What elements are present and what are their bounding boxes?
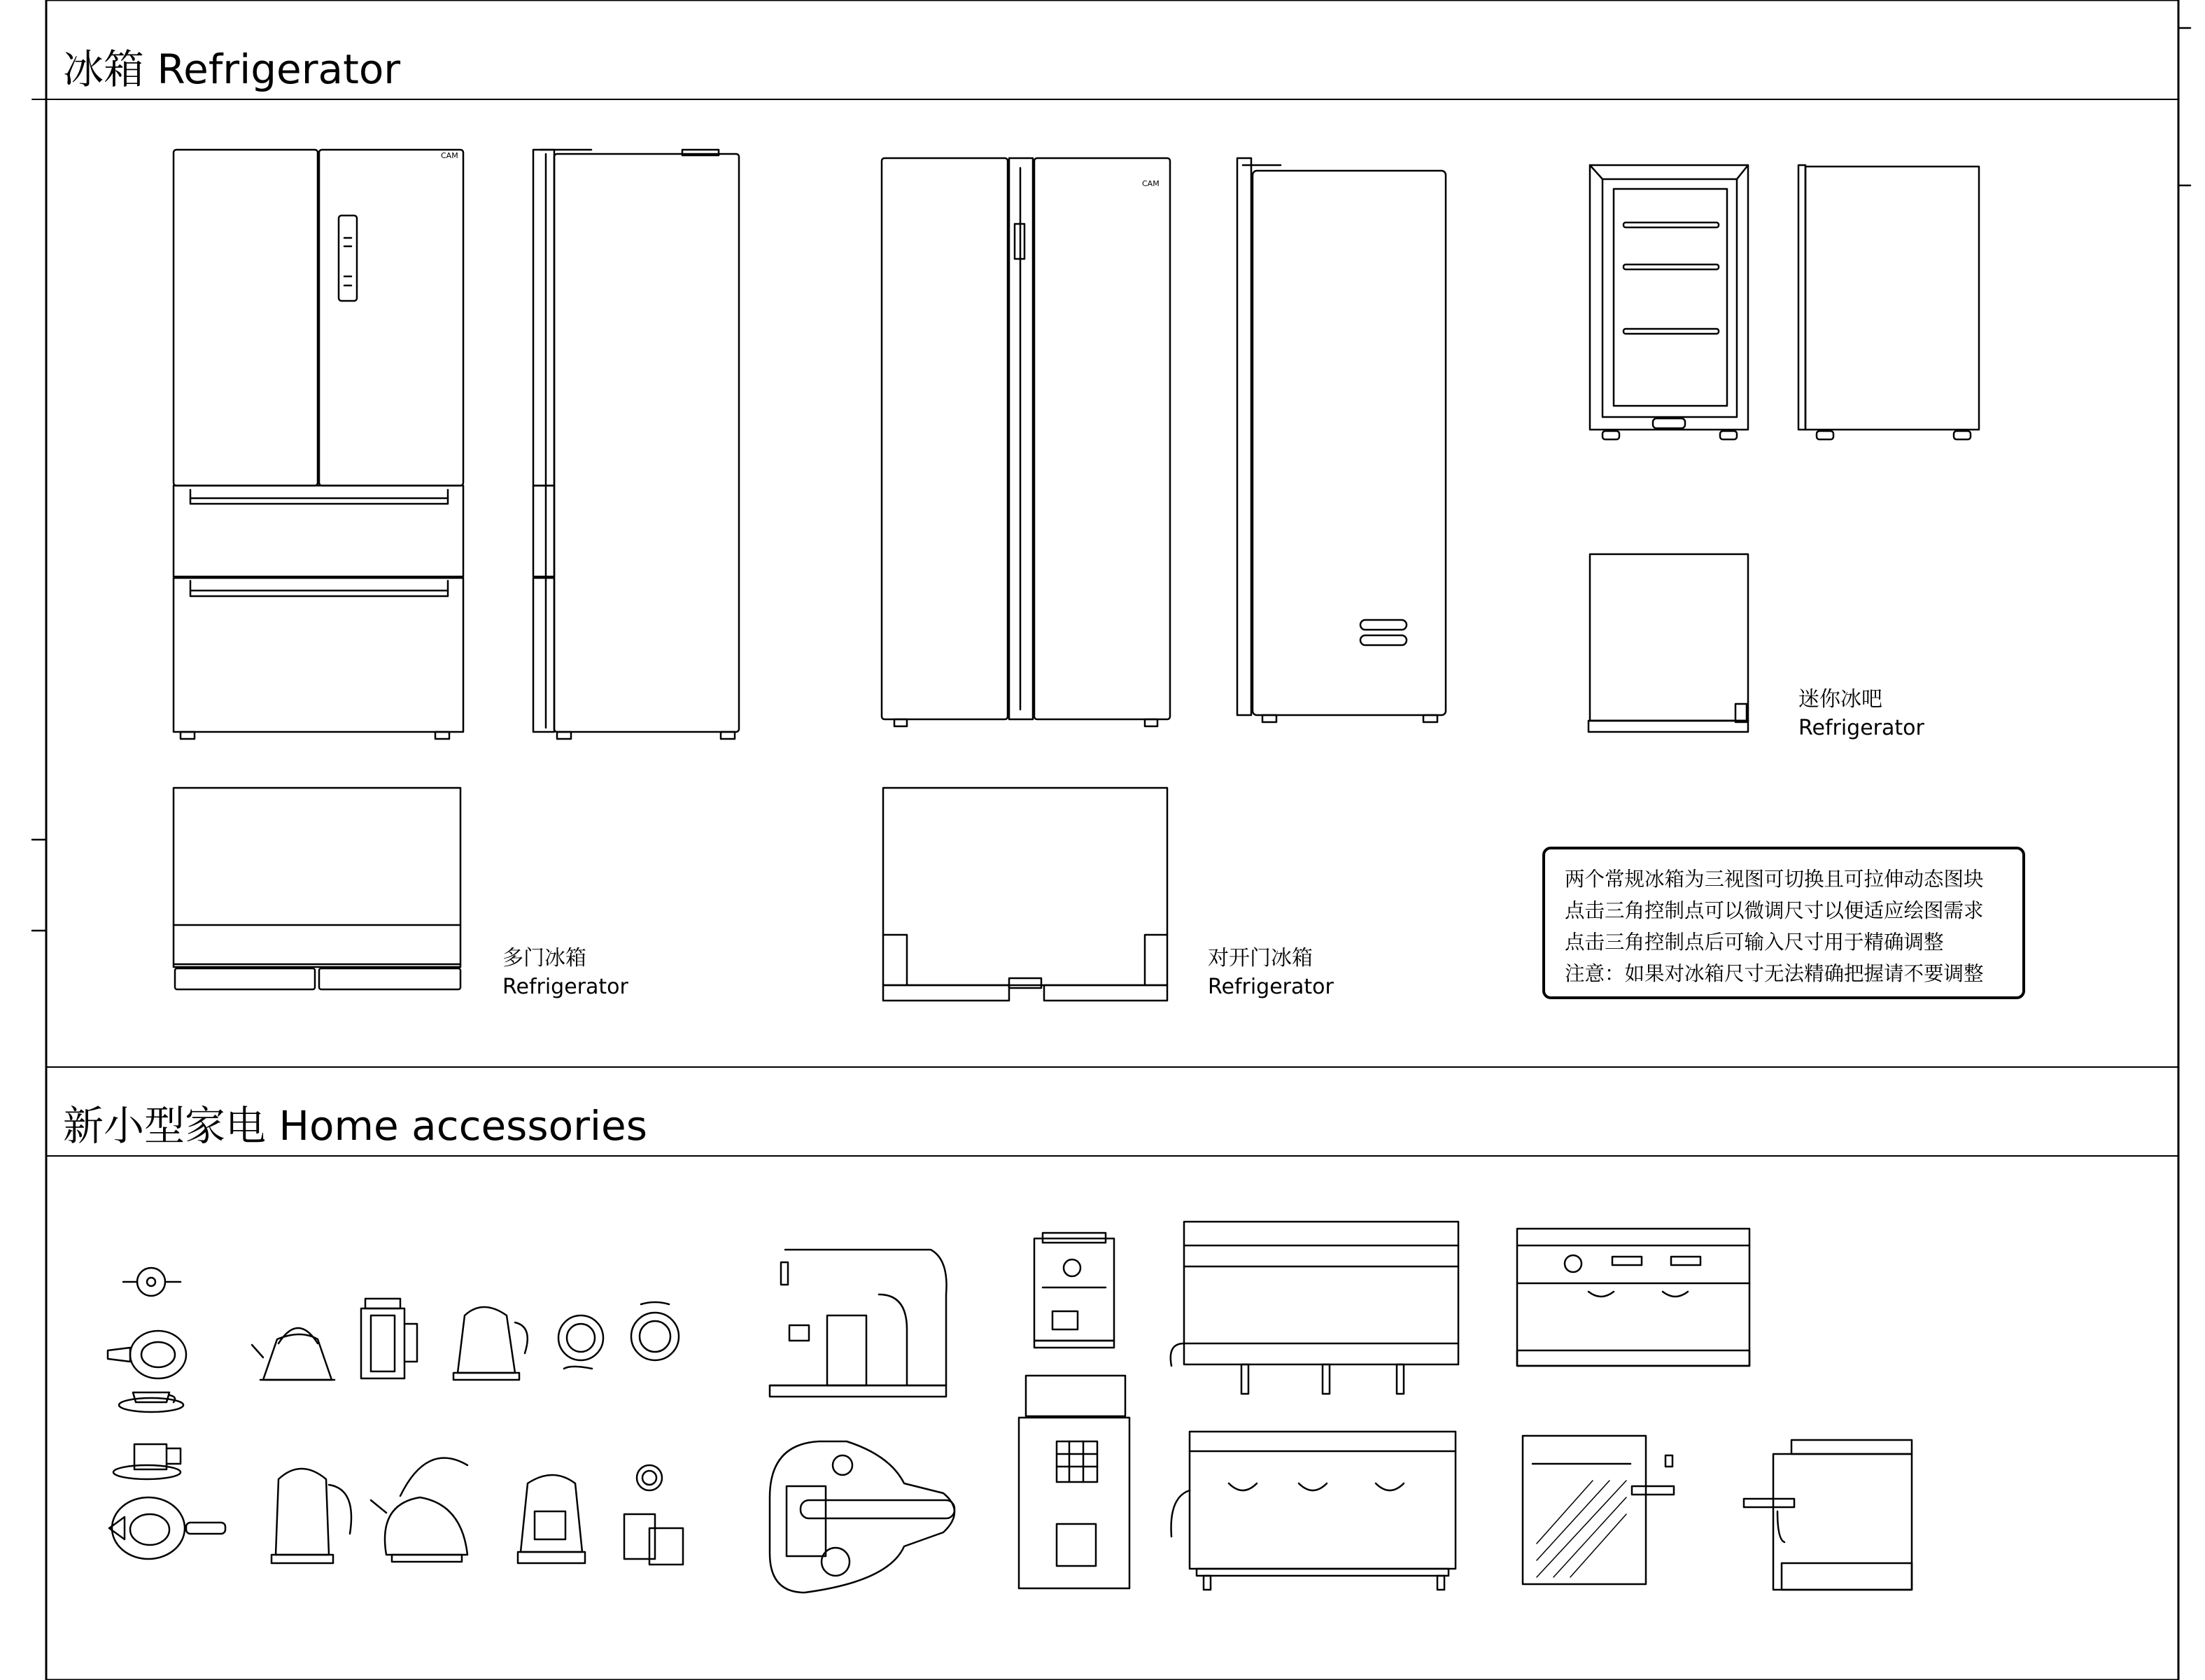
kettle-top-view-1	[123, 1268, 181, 1296]
usage-note-box	[1542, 847, 2025, 999]
bean-to-cup-coffee-machine	[1019, 1376, 1129, 1588]
label-multi-door	[502, 945, 628, 1001]
section-title-refrigerator: 冰箱 Refrigerator	[63, 45, 401, 93]
note-line-4: 注意：如果对冰箱尺寸无法精确把握请不要调整	[1565, 962, 1984, 985]
label-multi-door-cn: 多门冰箱	[502, 946, 586, 970]
note-line-2: 点击三角控制点可以微调尺寸以便适应绘图需求	[1565, 899, 1984, 922]
sheet-frame	[32, 0, 2190, 1680]
multi-door-fridge-front	[174, 150, 463, 739]
electric-kettle-2	[272, 1469, 351, 1563]
french-press	[361, 1299, 417, 1378]
espresso-machine-hatched	[1523, 1436, 1674, 1584]
cups-group	[624, 1465, 683, 1565]
stovetop-kettle	[371, 1458, 467, 1562]
label-mini-bar-cn: 迷你冰吧	[1798, 687, 1882, 712]
note-line-1: 两个常规冰箱为三视图可切换且可拉伸动态图块	[1565, 868, 1984, 891]
label-side-by-side-en: Refrigerator	[1208, 974, 1334, 999]
section-title-home-accessories: 新小型家电 Home accessories	[63, 1102, 647, 1150]
note-line-3: 点击三角控制点后可输入尺寸用于精确调整	[1565, 931, 1944, 954]
cup-saucer-side-2	[113, 1444, 181, 1479]
commercial-espresso-machine-side	[1171, 1222, 1458, 1394]
kettle-top-view-3	[109, 1497, 225, 1559]
brand-mark-1: CAM	[441, 151, 458, 160]
label-side-by-side	[1208, 945, 1334, 1001]
multi-door-fridge-top	[174, 788, 460, 989]
electric-kettle-3	[518, 1475, 585, 1563]
espresso-machine-two-group	[1517, 1229, 1749, 1366]
commercial-espresso-machine-front	[1171, 1432, 1456, 1590]
cup-top-view-1	[558, 1315, 603, 1369]
brand-mark-2: CAM	[1142, 179, 1160, 188]
espresso-machine-compact	[1744, 1440, 1912, 1590]
electric-kettle-1	[453, 1307, 528, 1380]
label-mini-bar-en: Refrigerator	[1798, 715, 1924, 740]
mini-bar-fridge-top	[1588, 554, 1748, 732]
kettle-top-view-2	[108, 1331, 186, 1378]
cup-top-view-2	[631, 1302, 679, 1360]
label-side-by-side-cn: 对开门冰箱	[1208, 946, 1313, 970]
mini-bar-fridge-front	[1590, 165, 1748, 439]
side-by-side-fridge-side	[1237, 158, 1446, 722]
label-mini-bar	[1798, 686, 1924, 742]
side-by-side-fridge-top	[883, 788, 1167, 1001]
side-by-side-fridge-front	[882, 158, 1170, 726]
drip-coffee-machine	[770, 1250, 947, 1397]
multi-door-fridge-side	[533, 150, 739, 739]
espresso-machine-small	[1034, 1233, 1114, 1348]
whistling-kettle	[252, 1328, 334, 1380]
label-multi-door-en: Refrigerator	[502, 974, 628, 999]
mini-bar-fridge-side	[1798, 165, 1979, 439]
coffee-machine-top-view	[770, 1441, 954, 1593]
cup-saucer-side-1	[119, 1392, 183, 1412]
